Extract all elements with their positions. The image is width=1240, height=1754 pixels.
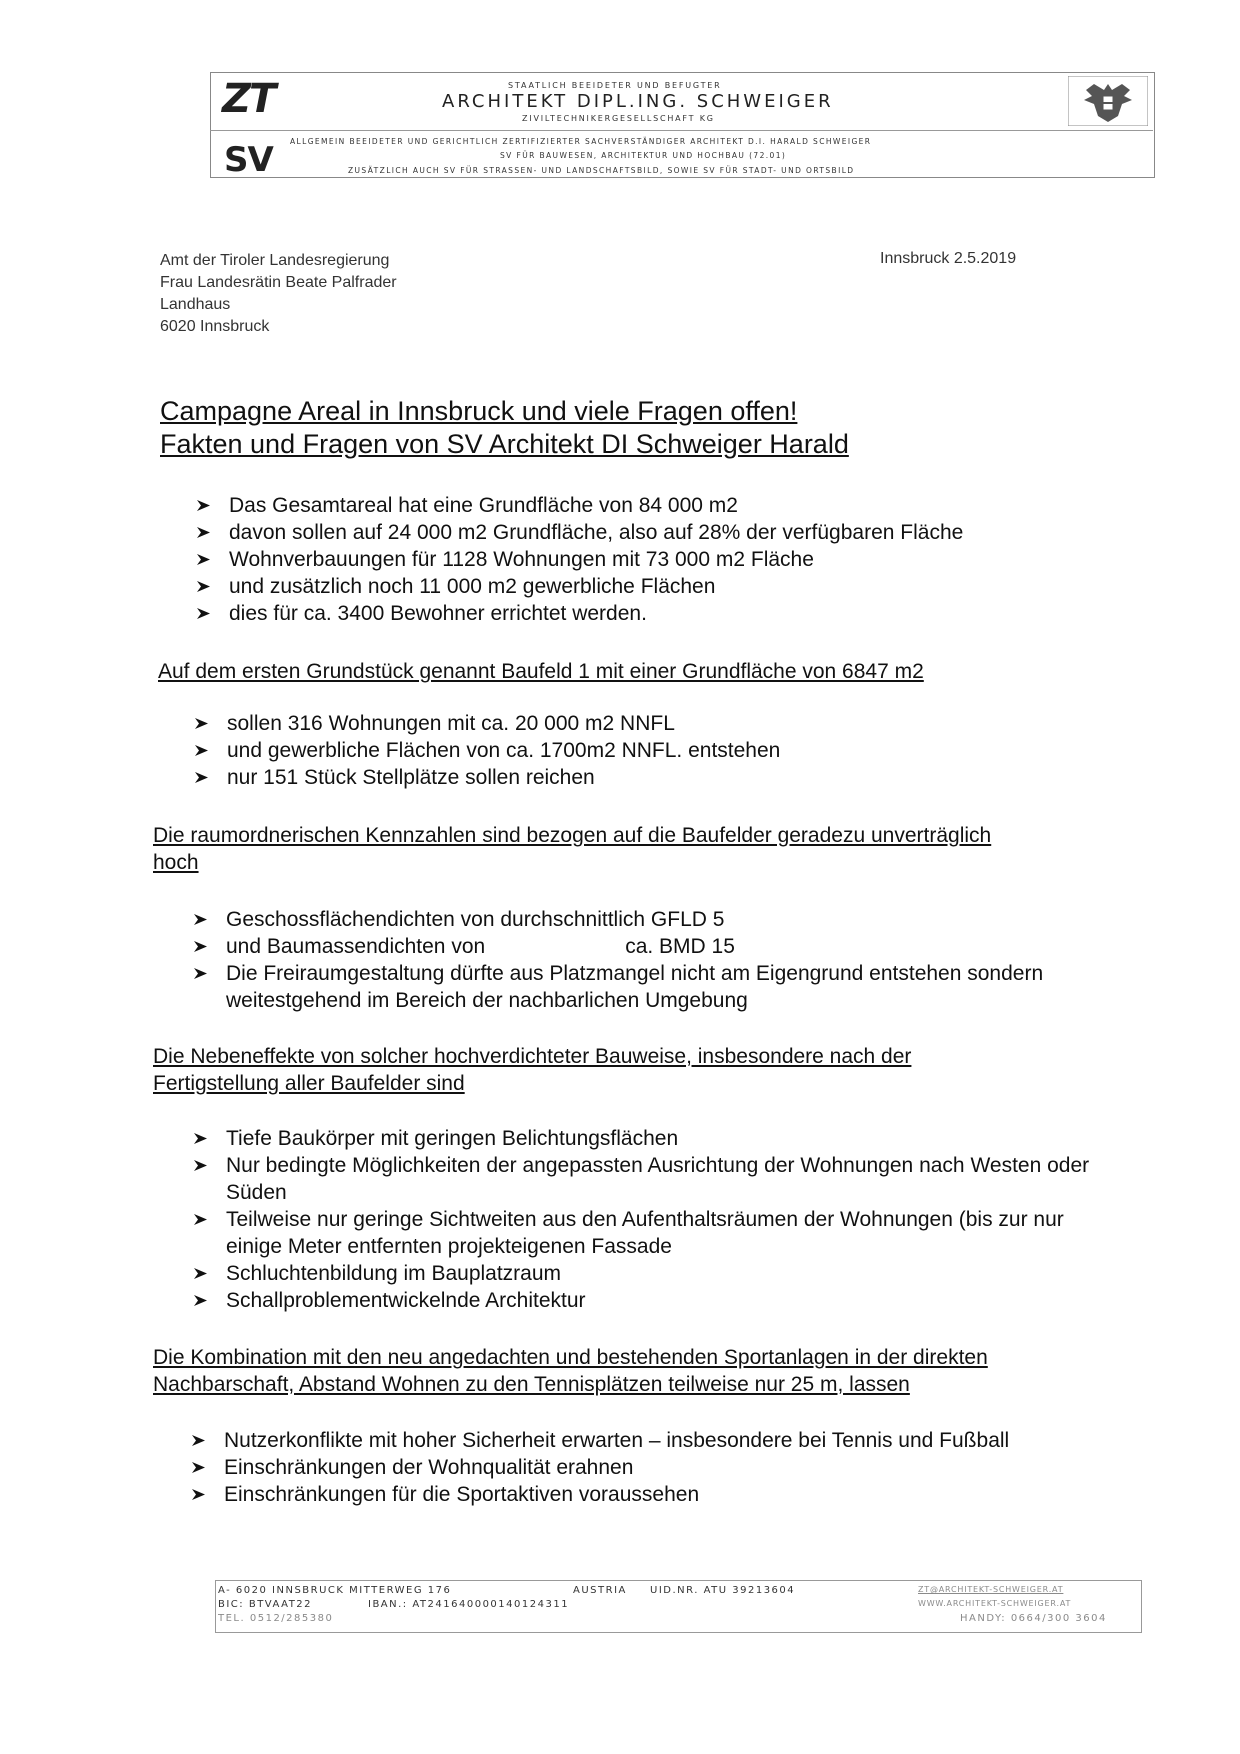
list-item-text: sollen 316 Wohnungen mit ca. 20 000 m2 NNFL [227,712,675,735]
letter-date: Innsbruck 2.5.2019 [880,250,1017,267]
list-item-text: Wohnverbauungen für 1128 Wohnungen mit 73 000 m2 Fläche [229,548,814,571]
list-item [193,737,1093,764]
footer-uid: UID.NR. ATU 39213604 [650,1585,796,1596]
letterhead-sv-line1: ALLGEMEIN BEEIDETER UND GERICHTLICH ZERTIFIZIERTER SACHVERSTÄNDIGER ARCHITEKT D.I. HARALD SCHWEIGER [290,137,872,146]
footer-address: A- 6020 INNSBRUCK MITTERWEG 176 [218,1585,452,1596]
arrow-bullet-icon [192,906,210,933]
letterhead-line1: STAATLICH BEEIDETER UND BEFUGTER [508,81,722,90]
arrow-bullet-icon [192,1152,210,1179]
list-item [192,1260,1112,1287]
footer-iban: IBAN.: AT241640000140124311 [368,1599,570,1610]
list-item [192,960,1112,1014]
arrow-bullet-icon [195,546,213,573]
list-item-text: Einschränkungen für die Sportaktiven voraussehen [224,1483,700,1506]
arrow-bullet-icon [190,1427,208,1454]
list-item [193,764,1093,791]
recipient-line: Frau Landesrätin Beate Palfrader [160,274,397,291]
list-item [195,546,1155,573]
footer-website-link[interactable]: WWW.ARCHITEKT-SCHWEIGER.AT [918,1599,1072,1608]
arrow-bullet-icon [193,710,211,737]
recipient-line: Landhaus [160,296,231,313]
list-item [192,1125,1112,1152]
arrow-bullet-icon [190,1454,208,1481]
zt-logo: ZT [222,76,275,122]
section-heading-baufeld: Auf dem ersten Grundstück genannt Baufeld 1 mit einer Grundfläche von 6847 m2 [158,660,924,683]
footer-bic: BIC: BTVAAT22 [218,1599,313,1610]
nebeneffekte-list [192,1125,1112,1314]
list-item-text: Geschossflächendichten von durchschnittlich GFLD 5 [226,908,725,931]
list-item-text: Das Gesamtareal hat eine Grundfläche von 84 000 m2 [229,494,738,517]
list-item-text: Tiefe Baukörper mit geringen Belichtungsflächen [226,1127,679,1150]
list-item [192,1152,1112,1206]
letterhead-firm-name: ARCHITEKT DIPL.ING. SCHWEIGER [442,91,834,112]
letterhead-line3: ZIVILTECHNIKERGESELLSCHAFT KG [522,114,715,123]
section-heading-nebeneffekte-cont: Fertigstellung aller Baufelder sind [153,1072,465,1095]
list-item-text: Teilweise nur geringe Sichtweiten aus den Aufenthaltsräumen der Wohnungen (bis zur nur einige Meter entfernten projekteigenen Fassade [226,1208,1064,1258]
footer-tel: TEL. 0512/285380 [218,1613,334,1624]
arrow-bullet-icon [192,960,210,987]
baufeld-list [193,710,1093,791]
recipient-line: 6020 Innsbruck [160,318,270,335]
section-heading-sportanlagen-cont: Nachbarschaft, Abstand Wohnen zu den Tennisplätzen teilweise nur 25 m, lassen [153,1373,910,1396]
section-heading-sportanlagen: Die Kombination mit den neu angedachten und bestehenden Sportanlagen in der direkten [153,1346,988,1369]
list-item-text: Nur bedingte Möglichkeiten der angepassten Ausrichtung der Wohnungen nach Westen oder Süden [226,1154,1090,1204]
austrian-eagle-icon [1068,76,1148,126]
list-item-text: Die Freiraumgestaltung dürfte aus Platzmangel nicht am Eigengrund entstehen sondern weitestgehend im Bereich der nachbarlichen Umgebung [226,962,1044,1012]
list-item [195,573,1155,600]
list-item-text: davon sollen auf 24 000 m2 Grundfläche, also auf 28% der verfügbaren Fläche [229,521,964,544]
facts-list [195,492,1155,627]
arrow-bullet-icon [195,600,213,627]
letterhead-sv-line3: ZUSÄTZLICH AUCH SV FÜR STRASSEN- UND LANDSCHAFTSBILD, SOWIE SV FÜR STADT- UND ORTSBILD [348,166,855,175]
list-item [193,710,1093,737]
list-item [195,600,1155,627]
arrow-bullet-icon [195,492,213,519]
arrow-bullet-icon [192,1260,210,1287]
footer-email-link[interactable]: ZT@ARCHITEKT-SCHWEIGER.AT [918,1585,1064,1594]
arrow-bullet-icon [195,573,213,600]
arrow-bullet-icon [193,737,211,764]
title-line-2: Fakten und Fragen von SV Architekt DI Schweiger Harald [160,429,849,459]
list-item-text: und zusätzlich noch 11 000 m2 gewerbliche Flächen [229,575,716,598]
list-item [192,1206,1112,1260]
list-item-text: und Baumassendichten von ca. BMD 15 [226,935,735,958]
list-item [190,1427,1110,1454]
list-item-text: und gewerbliche Flächen von ca. 1700m2 NNFL. entstehen [227,739,781,762]
list-item-text: Schallproblementwickelnde Architektur [226,1289,586,1312]
sportanlagen-list [190,1427,1110,1508]
list-item [195,519,1155,546]
arrow-bullet-icon [192,1125,210,1152]
arrow-bullet-icon [190,1481,208,1508]
arrow-bullet-icon [193,764,211,791]
list-item-text: Nutzerkonflikte mit hoher Sicherheit erwarten – insbesondere bei Tennis und Fußball [224,1429,1010,1452]
arrow-bullet-icon [192,933,210,960]
footer-handy: HANDY: 0664/300 3604 [960,1613,1107,1624]
list-item-text: Einschränkungen der Wohnqualität erahnen [224,1456,634,1479]
list-item [192,933,1112,960]
section-heading-nebeneffekte: Die Nebeneffekte von solcher hochverdichteter Bauweise, insbesondere nach der [153,1045,912,1068]
list-item-text: Schluchtenbildung im Bauplatzraum [226,1262,562,1285]
arrow-bullet-icon [195,519,213,546]
list-item-text: nur 151 Stück Stellplätze sollen reichen [227,766,595,789]
recipient-address [160,250,397,338]
list-item [192,906,1112,933]
letterhead-sv-line2: SV FÜR BAUWESEN, ARCHITEKTUR UND HOCHBAU (72.01) [500,151,787,160]
list-item-text: dies für ca. 3400 Bewohner errichtet werden. [229,602,647,625]
kennzahlen-list [192,906,1112,1014]
arrow-bullet-icon [192,1287,210,1314]
list-item [190,1454,1110,1481]
sv-logo: SV [224,140,273,180]
list-item [192,1287,1112,1314]
list-item [195,492,1155,519]
recipient-line: Amt der Tiroler Landesregierung [160,252,390,269]
title-line-1: Campagne Areal in Innsbruck und viele Fragen offen! [160,396,798,426]
section-heading-kennzahlen-cont: hoch [153,851,199,874]
arrow-bullet-icon [192,1206,210,1233]
footer-country: AUSTRIA [573,1585,627,1596]
list-item [190,1481,1110,1508]
section-heading-kennzahlen: Die raumordnerischen Kennzahlen sind bezogen auf die Baufelder geradezu unverträglich [153,824,992,847]
